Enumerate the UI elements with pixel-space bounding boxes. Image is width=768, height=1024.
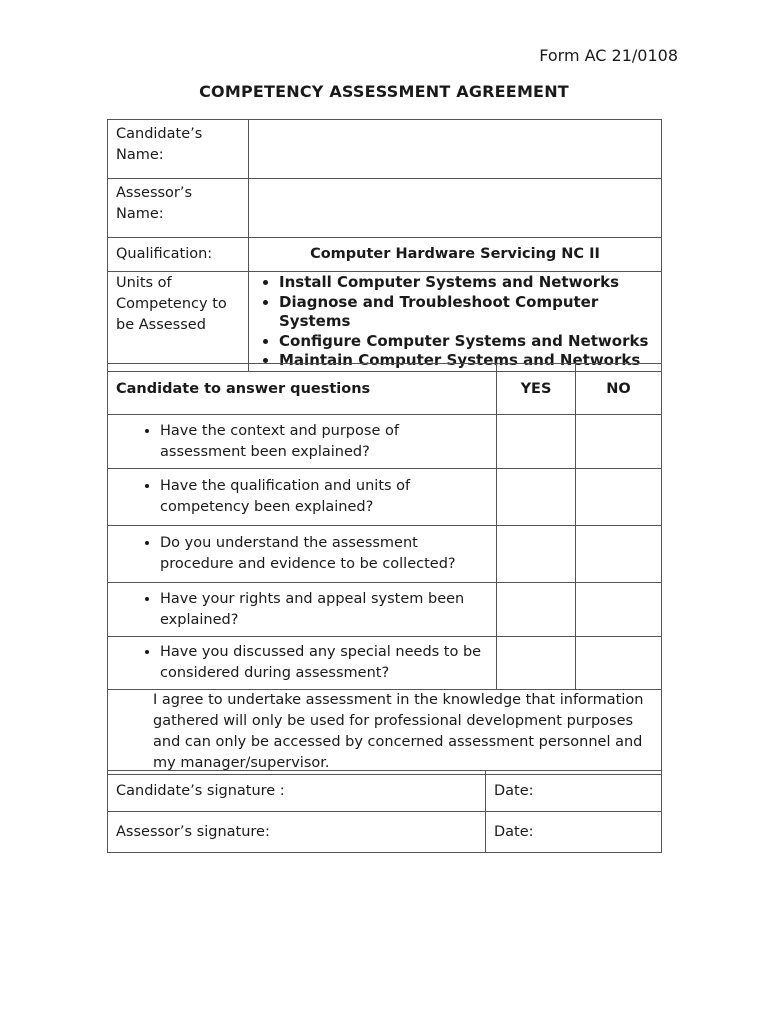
question-cell	[108, 637, 497, 690]
question-cell	[108, 469, 497, 526]
no-checkbox-cell[interactable]	[576, 415, 662, 469]
question-cell	[108, 415, 497, 469]
agreement-statement: I agree to undertake assessment in the knowledge that information gathered will only be used for professional development purposes and can only be accessed by concerned assessment personnel and my manager/supervisor.	[108, 690, 662, 775]
question-cell	[108, 526, 497, 583]
no-checkbox-cell[interactable]	[576, 469, 662, 526]
qualification-value: Computer Hardware Servicing NC II	[249, 238, 662, 272]
question-cell	[108, 583, 497, 637]
question-item: • Have you discussed any special needs to be considered during assessment?	[160, 642, 488, 684]
unit-item: • Maintain Computer Systems and Networks	[279, 351, 653, 371]
candidate-name-label: Candidate’s Name:	[108, 120, 249, 179]
assessor-name-label: Assessor’s Name:	[108, 179, 249, 238]
questions-header: Candidate to answer questions	[108, 364, 497, 415]
no-header: NO	[576, 364, 662, 415]
assessor-signature-field[interactable]: Assessor’s signature:	[108, 812, 486, 853]
unit-item: • Diagnose and Troubleshoot Computer Systems	[279, 293, 653, 332]
unit-item: • Configure Computer Systems and Networks	[279, 332, 653, 352]
yes-checkbox-cell[interactable]	[497, 469, 576, 526]
yes-checkbox-cell[interactable]	[497, 583, 576, 637]
candidate-info-table	[107, 119, 662, 372]
signatures-table	[107, 770, 662, 853]
yes-checkbox-cell[interactable]	[497, 637, 576, 690]
page-title: COMPETENCY ASSESSMENT AGREEMENT	[199, 82, 569, 101]
question-item: • Have your rights and appeal system been explained?	[160, 589, 488, 631]
units-label: Units of Competency to be Assessed	[108, 272, 249, 372]
assessor-name-field[interactable]	[249, 179, 662, 238]
unit-item: • Install Computer Systems and Networks	[279, 273, 653, 293]
qualification-label: Qualification:	[108, 238, 249, 272]
candidate-signature-field[interactable]: Candidate’s signature :	[108, 771, 486, 812]
assessor-date-field[interactable]: Date:	[486, 812, 662, 853]
no-checkbox-cell[interactable]	[576, 637, 662, 690]
form-number: Form AC 21/0108	[539, 46, 678, 65]
candidate-date-field[interactable]: Date:	[486, 771, 662, 812]
no-checkbox-cell[interactable]	[576, 526, 662, 583]
candidate-name-field[interactable]	[249, 120, 662, 179]
units-cell	[249, 272, 662, 372]
units-list	[257, 273, 653, 371]
questions-table	[107, 363, 662, 775]
yes-checkbox-cell[interactable]	[497, 415, 576, 469]
yes-checkbox-cell[interactable]	[497, 526, 576, 583]
question-item: • Have the context and purpose of assessment been explained?	[160, 421, 488, 463]
question-item: • Have the qualification and units of competency been explained?	[160, 476, 488, 518]
question-item: • Do you understand the assessment procedure and evidence to be collected?	[160, 533, 488, 575]
no-checkbox-cell[interactable]	[576, 583, 662, 637]
yes-header: YES	[497, 364, 576, 415]
